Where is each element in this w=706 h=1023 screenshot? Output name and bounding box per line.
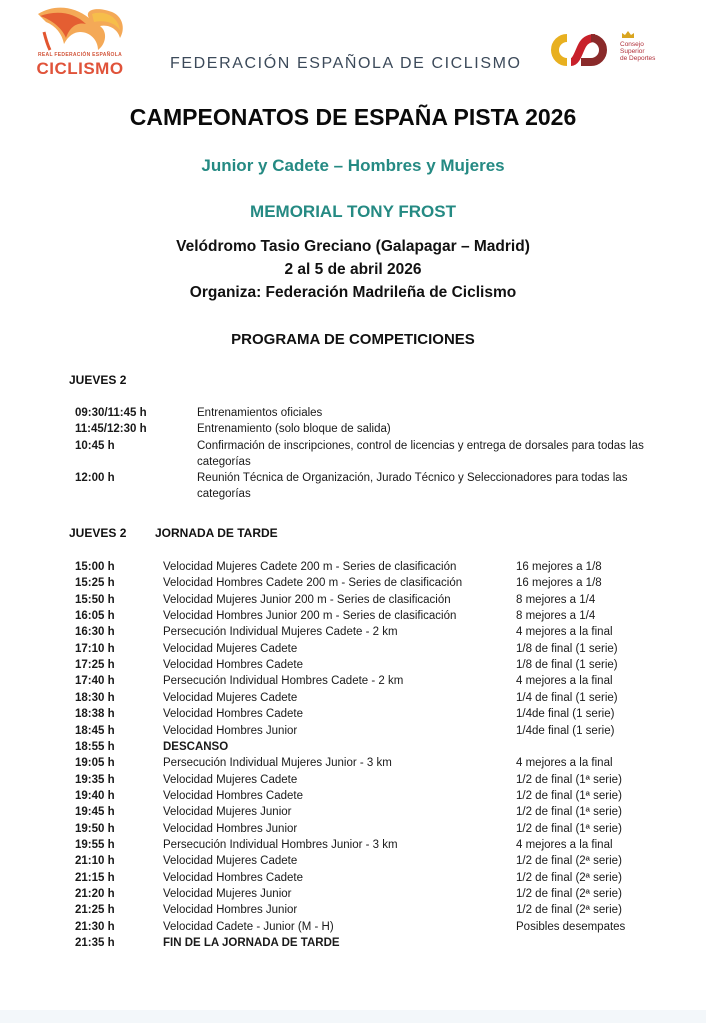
schedule-description: Persecución Individual Mujeres Junior - 3 km <box>163 757 392 770</box>
schedule-time: 19:55 h <box>75 838 115 851</box>
schedule-description: Velocidad Hombres Cadete <box>163 708 303 721</box>
schedule-description: Velocidad Hombres Cadete <box>163 871 303 884</box>
schedule-description: Velocidad Mujeres Junior <box>163 806 292 819</box>
schedule-description: Entrenamientos oficiales <box>197 407 323 419</box>
schedule-result: 1/2 de final (1ª serie) <box>516 822 622 835</box>
schedule-result: 1/4 de final (1 serie) <box>516 691 618 704</box>
schedule-description: Velocidad Hombres Junior 200 m - Series de clasificación <box>163 610 457 623</box>
main-title: CAMPEONATOS DE ESPAÑA PISTA 2026 <box>129 104 577 130</box>
schedule-time: 17:10 h <box>75 642 115 655</box>
schedule-description: Persecución Individual Hombres Cadete - 2 km <box>163 675 404 688</box>
schedule-result: 1/8 de final (1 serie) <box>516 642 618 655</box>
schedule-result: 1/2 de final (2ª serie) <box>516 871 622 884</box>
schedule-description: Velocidad Hombres Junior <box>163 724 298 737</box>
schedule-description: Velocidad Hombres Junior <box>163 904 298 917</box>
schedule-time: 19:50 h <box>75 822 115 835</box>
schedule-time: 12:00 h <box>75 472 115 484</box>
schedule-result: 1/2 de final (2ª serie) <box>516 855 622 868</box>
schedule-result: 1/2 de final (2ª serie) <box>516 904 622 917</box>
schedule-time: 17:25 h <box>75 659 115 672</box>
schedule-time: 18:55 h <box>75 740 115 753</box>
schedule-description: FIN DE LA JORNADA DE TARDE <box>163 937 340 950</box>
schedule-time: 19:35 h <box>75 773 115 786</box>
schedule-result: 4 mejores a la final <box>516 626 613 639</box>
schedule-time: 21:35 h <box>75 937 115 950</box>
schedule-description: Velocidad Hombres Cadete 200 m - Series de clasificación <box>163 577 463 590</box>
morning-day-heading: JUEVES 2 <box>69 373 127 387</box>
schedule-description: Reunión Técnica de Organización, Jurado Técnico y Seleccionadores para todas las categorías <box>197 472 628 501</box>
schedule-description: Velocidad Hombres Cadete <box>163 659 303 672</box>
csd-logo <box>545 28 665 73</box>
schedule-time: 18:38 h <box>75 708 115 721</box>
memorial-title: MEMORIAL TONY FROST <box>250 202 456 221</box>
rfec-logo-subtitle: REAL FEDERACIÓN ESPAÑOLA <box>38 52 122 58</box>
schedule-description: Entrenamiento (solo bloque de salida) <box>197 423 391 435</box>
crown-icon <box>621 29 635 39</box>
schedule-result: Posibles desempates <box>516 920 626 933</box>
schedule-description: Velocidad Cadete - Junior (M - H) <box>163 920 334 933</box>
schedule-time: 10:45 h <box>75 440 115 452</box>
schedule-time: 21:20 h <box>75 888 115 900</box>
schedule-time: 15:50 h <box>75 593 115 606</box>
schedule-time: 21:15 h <box>75 871 115 884</box>
bottom-strip <box>0 1010 706 1023</box>
schedule-description: Persecución Individual Hombres Junior - 3 km <box>163 838 398 851</box>
schedule-time: 15:25 h <box>75 577 115 590</box>
schedule-time: 18:30 h <box>75 691 115 704</box>
schedule-time: 19:40 h <box>75 789 115 802</box>
schedule-time: 11:45/12:30 h <box>75 423 147 435</box>
schedule-time: 18:45 h <box>75 724 115 737</box>
schedule-description: Velocidad Mujeres Cadete <box>163 642 298 655</box>
schedule-description: DESCANSO <box>163 740 229 753</box>
schedule-description: Velocidad Hombres Junior <box>163 822 298 835</box>
schedule-result: 4 mejores a la final <box>516 757 613 770</box>
schedule-description: Velocidad Hombres Cadete <box>163 789 303 802</box>
cyclist-swoosh-icon <box>34 4 126 52</box>
schedule-time: 19:45 h <box>75 806 115 819</box>
event-dates: 2 al 5 de abril 2026 <box>284 261 422 278</box>
schedule-time: 16:30 h <box>75 626 115 639</box>
schedule-result: 1/4de final (1 serie) <box>516 708 615 721</box>
schedule-description: Velocidad Mujeres Junior <box>163 888 292 900</box>
schedule-description: Persecución Individual Mujeres Cadete - 2 km <box>163 626 398 639</box>
schedule-description: Velocidad Mujeres Cadete <box>163 691 298 704</box>
schedule-time: 16:05 h <box>75 610 115 623</box>
schedule-result: 8 mejores a 1/4 <box>516 593 596 606</box>
schedule-result: 4 mejores a la final <box>516 838 613 851</box>
schedule-result: 1/2 de final (1ª serie) <box>516 789 622 802</box>
program-heading: PROGRAMA DE COMPETICIONES <box>231 331 475 348</box>
organizer: Organiza: Federación Madrileña de Ciclismo <box>189 284 517 301</box>
schedule-description: Velocidad Mujeres Cadete <box>163 855 298 868</box>
schedule-time: 21:30 h <box>75 920 115 933</box>
schedule-result: 1/8 de final (1 serie) <box>516 659 618 672</box>
schedule-description: Velocidad Mujeres Cadete <box>163 773 298 786</box>
afternoon-day-heading: JUEVES 2 <box>69 526 127 540</box>
csd-line-2: Superior <box>620 48 645 55</box>
rfec-logo-title: CICLISMO <box>36 59 124 78</box>
schedule-result: 1/2 de final (1ª serie) <box>516 806 622 819</box>
schedule-result: 4 mejores a la final <box>516 675 613 688</box>
schedule-time: 19:05 h <box>75 757 115 770</box>
venue: Velódromo Tasio Greciano (Galapagar – Madrid) <box>176 238 530 255</box>
schedule-time: 21:25 h <box>75 904 115 917</box>
csd-logo-text <box>620 41 655 62</box>
schedule-description: Confirmación de inscripciones, control de licencias y entrega de dorsales para todas las categorías <box>197 440 644 469</box>
schedule-result: 1/2 de final (2ª serie) <box>516 888 622 900</box>
rfec-logo <box>30 4 130 80</box>
schedule-time: 21:10 h <box>75 855 115 868</box>
csd-line-3: de Deportes <box>620 55 656 62</box>
schedule-time: 09:30/11:45 h <box>75 407 147 419</box>
schedule-result: 1/2 de final (1ª serie) <box>516 773 622 786</box>
schedule-description: Velocidad Mujeres Cadete 200 m - Series de clasificación <box>163 561 457 573</box>
schedule-result: 16 mejores a 1/8 <box>516 561 602 573</box>
schedule-result: 16 mejores a 1/8 <box>516 577 602 590</box>
subtitle: Junior y Cadete – Hombres y Mujeres <box>201 156 505 175</box>
schedule-result: 8 mejores a 1/4 <box>516 610 596 623</box>
schedule-time: 17:40 h <box>75 675 115 688</box>
schedule-result: 1/4de final (1 serie) <box>516 724 615 737</box>
schedule-time: 15:00 h <box>75 561 115 573</box>
csd-mark-icon <box>545 28 617 73</box>
schedule-description: Velocidad Mujeres Junior 200 m - Series de clasificación <box>163 593 451 606</box>
afternoon-session-heading: JORNADA DE TARDE <box>155 526 278 540</box>
federation-title: FEDERACIÓN ESPAÑOLA DE CICLISMO <box>170 55 522 72</box>
csd-line-1: Consejo <box>620 41 644 48</box>
